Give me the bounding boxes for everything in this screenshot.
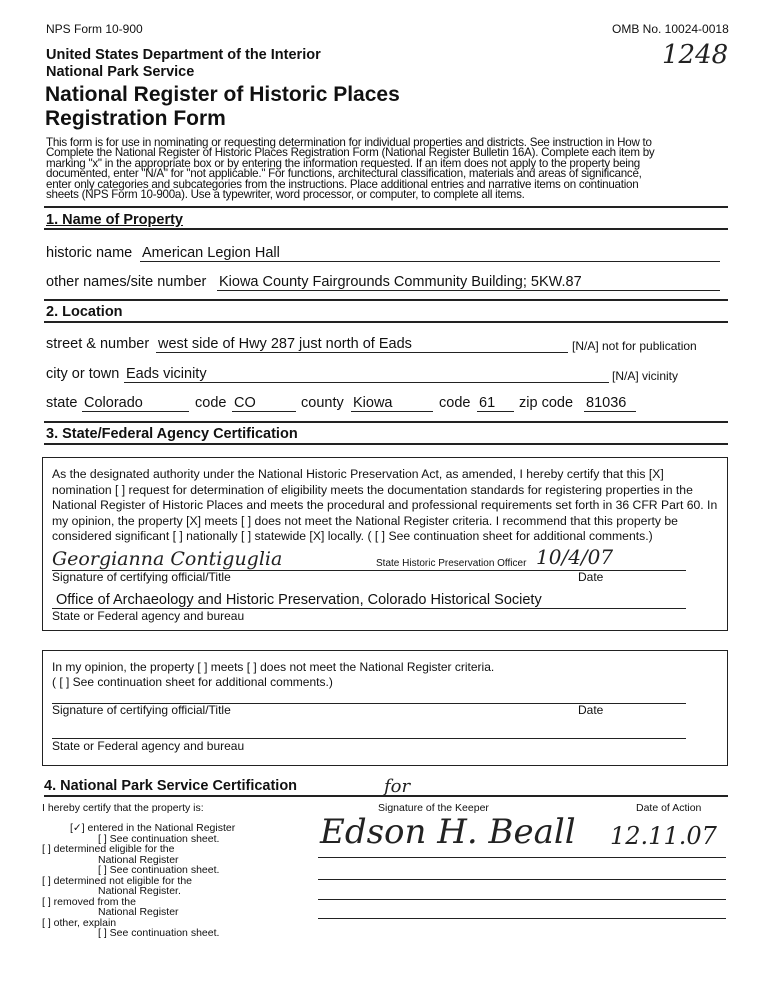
section-divider: [44, 299, 728, 301]
county-code-field[interactable]: 61: [477, 395, 514, 412]
county-field[interactable]: Kiowa: [351, 395, 433, 412]
status-removed[interactable]: [ ] removed from the: [42, 895, 136, 908]
vicinity-checkbox[interactable]: [N/A] vicinity: [612, 369, 679, 383]
status-text: National Register: [98, 906, 179, 918]
keeper-signature: Edson H. Beall: [320, 812, 576, 852]
certifying-signature: Georgianna Contiguglia: [52, 548, 283, 570]
status-eligible[interactable]: [ ] determined eligible for the: [42, 843, 175, 855]
section-divider: [44, 206, 728, 208]
form-title-line1: National Register of Historic Places: [45, 83, 400, 106]
department-name: United States Department of the Interior: [46, 47, 321, 63]
keeper-line: [318, 857, 726, 858]
date-label: Date: [578, 570, 604, 584]
signature-label: Signature of certifying official/Title: [52, 570, 231, 584]
section-divider: [44, 443, 728, 445]
status-not-eligible[interactable]: [ ] determined not eligible for the: [42, 874, 193, 887]
state-code-field[interactable]: CO: [232, 395, 296, 412]
opinion-line: ( [ ] See continuation sheet for additional comments.): [52, 675, 333, 689]
city-label: city or town: [46, 366, 120, 382]
keeper-line: [318, 918, 726, 919]
date-label-2: Date: [578, 703, 604, 717]
status-text: National Register: [98, 853, 179, 866]
opinion-line: In my opinion, the property [ ] meets [ ] does not meet the National Register criteria.: [52, 660, 495, 674]
cert-line: National Register of Historic Places and meets the procedural and professional requirements set forth in 36 CFR Part 60. In: [52, 498, 718, 513]
status-other[interactable]: [ ] other, explain: [42, 916, 117, 929]
other-names-label: other names/site number: [46, 274, 207, 290]
zip-field[interactable]: 81036: [584, 395, 636, 412]
section1-heading: 1. Name of Property: [46, 212, 183, 228]
intro-line: sheets (NPS Form 10-900a). Use a typewriter, word processor, or computer, to complete all items.: [46, 188, 525, 202]
handwritten-number: 1248: [662, 40, 729, 70]
status-entered[interactable]: [✓] entered in the National Register: [70, 822, 236, 834]
intro-paragraph: [46, 138, 728, 200]
section-divider: [44, 421, 728, 423]
omb-number: OMB No. 10024-0018: [612, 22, 729, 36]
service-name: National Park Service: [46, 64, 195, 80]
cert-line: nomination [ ] request for determination of eligibility meets the documentation standards for registering properties in the: [52, 482, 693, 497]
officer-title: State Historic Preservation Officer: [376, 558, 527, 569]
agency-label-2: State or Federal agency and bureau: [52, 739, 245, 753]
intro-line: marking "x" in the appropriate box or by entering the information requested. If an item does not apply to the property being: [46, 156, 640, 170]
street-field[interactable]: west side of Hwy 287 just north of Eads: [156, 336, 568, 353]
section2-heading: 2. Location: [46, 304, 123, 320]
intro-line: This form is for use in nominating or requesting determination for individual properties and districts. See instruction in How to: [46, 136, 652, 149]
historic-name-label: historic name: [46, 245, 133, 261]
date-of-action-label: Date of Action: [636, 802, 702, 814]
state-label: state: [46, 395, 78, 411]
keeper-line: [318, 899, 726, 900]
handwritten-sign-date: 10/4/07: [536, 545, 614, 569]
status-continuation[interactable]: [ ] See continuation sheet.: [98, 832, 220, 845]
cert-line: my opinion, the property [X] meets [ ] does not meet the National Register criteria. I recommend that this property be: [52, 513, 678, 528]
keeper-line: [318, 879, 726, 880]
certification-paragraph: [52, 467, 718, 545]
intro-line: documented, enter "N/A" for "not applicable." For functions, architectural classification, materials and areas of significance,: [46, 167, 642, 181]
zip-label: zip code: [519, 395, 574, 411]
section4-heading: 4. National Park Service Certification: [44, 778, 298, 794]
county-label: county: [301, 395, 344, 411]
status-continuation[interactable]: [ ] See continuation sheet.: [98, 927, 220, 939]
nps-status-list: [42, 823, 235, 939]
section-divider: [44, 228, 728, 230]
intro-line: Complete the National Register of Historic Places Registration Form (National Register Bulletin 16A). Complete each item by: [46, 146, 655, 160]
cert-line: As the designated authority under the National Historic Preservation Act, as amended, I hereby certify that this [X]: [52, 467, 664, 481]
form-title-line2: Registration Form: [45, 107, 226, 130]
section-divider: [44, 321, 728, 323]
form-id: NPS Form 10-900: [46, 22, 143, 36]
agency-value[interactable]: Office of Archaeology and Historic Preservation, Colorado Historical Society: [56, 592, 542, 608]
state-field[interactable]: Colorado: [82, 395, 189, 412]
not-for-publication[interactable]: [N/A] not for publication: [572, 339, 697, 353]
other-names-field[interactable]: Kiowa County Fairgrounds Community Building; 5KW.87: [217, 274, 720, 291]
signature-label-2: Signature of certifying official/Title: [52, 703, 231, 717]
status-continuation[interactable]: [ ] See continuation sheet.: [98, 864, 220, 876]
keeper-label: Signature of the Keeper: [378, 802, 489, 814]
action-date: 12.11.07: [610, 822, 717, 850]
county-code-label: code: [439, 395, 471, 411]
city-field[interactable]: Eads vicinity: [124, 366, 609, 383]
certify-statement: I hereby certify that the property is:: [42, 802, 204, 814]
keeper-initials: for: [384, 776, 411, 797]
street-label: street & number: [46, 336, 150, 352]
intro-line: enter only categories and subcategories from the instructions. Place additional entries and narrative items on continuation: [46, 177, 639, 191]
status-text: National Register.: [98, 885, 181, 897]
cert-line: considered significant [ ] nationally [ ] statewide [X] locally. ( [ ] See continuation sheet for additional comments.): [52, 529, 653, 544]
agency-label: State or Federal agency and bureau: [52, 609, 245, 623]
state-code-label: code: [195, 395, 227, 411]
section3-heading: 3. State/Federal Agency Certification: [46, 426, 298, 442]
historic-name-field[interactable]: American Legion Hall: [140, 245, 720, 262]
